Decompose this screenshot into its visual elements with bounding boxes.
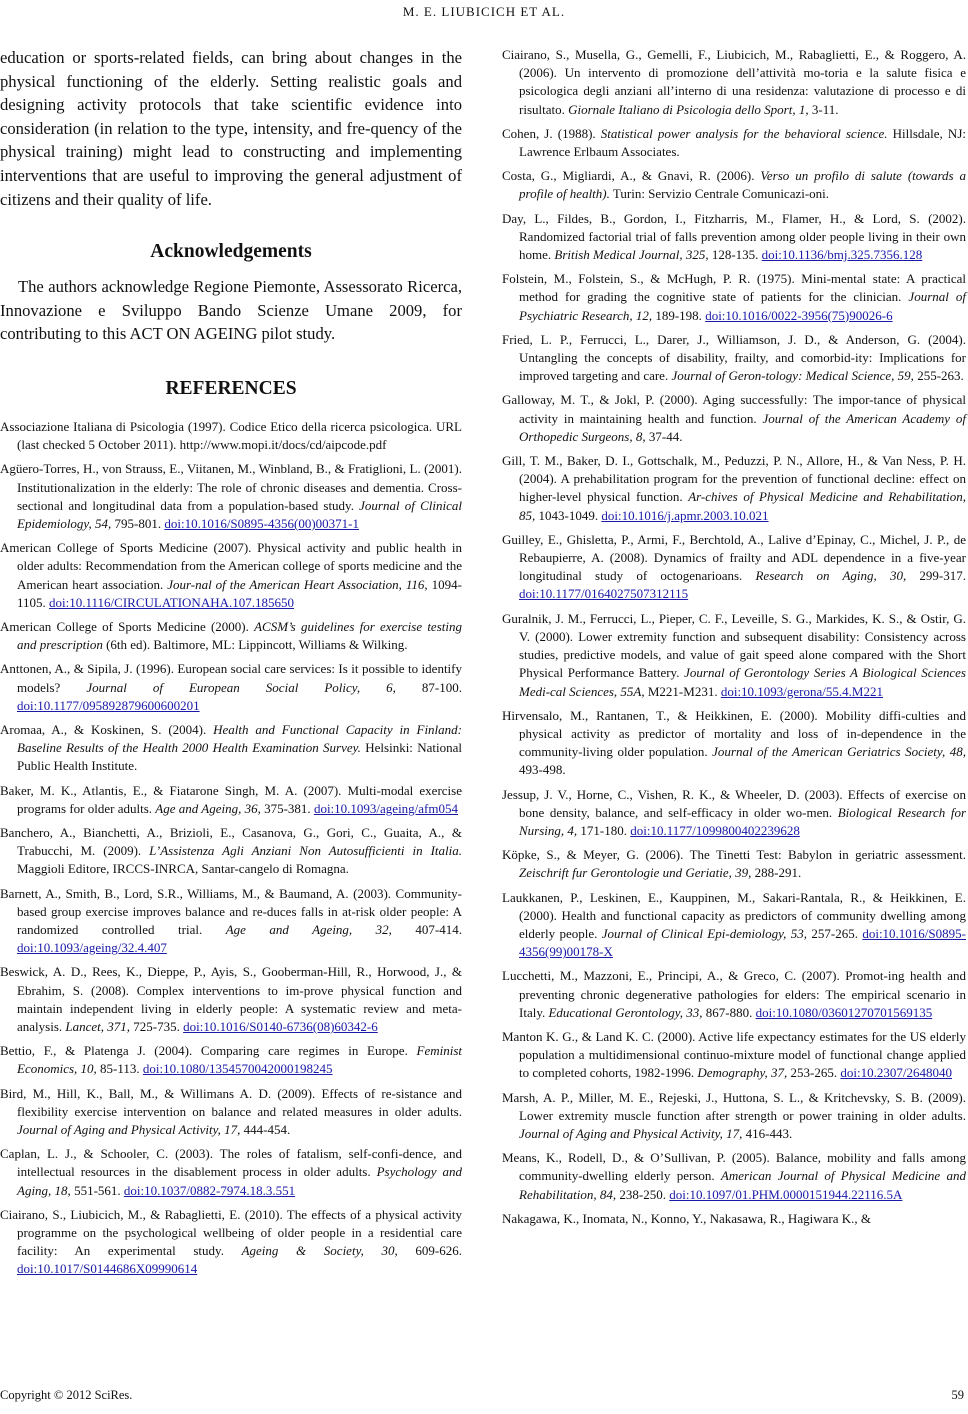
reference-text: 3-11.	[808, 101, 839, 117]
reference-text: Barnett, A., Smith, B., Lord, S.R., Williams, M., & Baumand, A. (2003). Community-based group exercise improves balance and re-duces falls in at-risk older people: A randomized controlled trial.	[0, 885, 462, 938]
reference-text: 375-381.	[260, 800, 314, 816]
reference-item	[0, 418, 462, 454]
reference-item	[502, 707, 966, 780]
reference-text: American College of Sports Medicine (2007). Physical activity and public health in older adults: Recommendation from the American college of sports medicine and the American heart association.	[0, 540, 462, 592]
reference-list-left	[0, 418, 462, 1279]
reference-text: Marsh, A. P., Miller, M. E., Rejeski, J., Huttona, S. L., & Kritchevsky, S. B. (2009). Lower extremity muscle function after strength or power training in older adults.	[502, 1089, 966, 1123]
journal-title: Jour-nal of the American Heart Association, 116,	[167, 576, 428, 592]
reference-text: 609-626.	[397, 1243, 462, 1259]
reference-text: Manton K. G., & Land K. C. (2000). Active life expectancy estimates for the US elderly population a multidimensional continuo-mixture model of functional change applied to completed cohorts, 1982-1996.	[502, 1028, 966, 1081]
reference-text: 257-265.	[807, 925, 863, 941]
journal-title: Health and Functional Capacity in Finland: Baseline Results of the Health 2000 Health Examination Survey.	[17, 721, 462, 756]
running-header: M. E. LIUBICICH ET AL.	[402, 4, 566, 19]
reference-text: Köpke, S., & Meyer, G. (2006). The Tinetti Test: Babylon in geriatric assessment.	[502, 847, 966, 863]
doi-link[interactable]: doi:10.1080/1354570042000198245	[142, 1061, 333, 1077]
reference-text: Ciairano, S., Liubicich, M., & Rabaglietti, E. (2010). The effects of a physical activity programme on the psychological wellbeing of older people in a residential care facility: An experimental study.	[0, 1206, 462, 1259]
journal-title: Journal of European Social Policy, 6,	[86, 679, 396, 695]
reference-item	[0, 1042, 462, 1078]
journal-title: Journal of Clinical Epi-demiology, 53,	[601, 925, 807, 941]
reference-text: Ciairano, S., Musella, G., Gemelli, F., Liubicich, M., Rabaglietti, E., & Roggero, A. (2006). Un intervento di promozione dell’attività mo-toria e la salute fisica e psicologica degli anziani all’interno di una residenza: valutazione di processo e di risultato.	[502, 47, 966, 117]
reference-text: Anttonen, A., & Sipila, J. (1996). European social care services: Is it possible to identify models?	[0, 661, 462, 695]
right-column	[502, 46, 966, 1234]
doi-link[interactable]: doi:10.1177/1099800402239628	[630, 822, 800, 838]
reference-text: Banchero, A., Bianchetti, A., Brizioli, E., Casanova, G., Gori, C., Guaita, A., & Trabucchi, M. (2009).	[0, 825, 462, 859]
journal-title: Journal of Aging and Physical Activity, 17,	[17, 1122, 241, 1138]
reference-text: Laukkanen, P., Leskinen, E., Kauppinen, M., Sakari-Rantala, R., & Heikkinen, E. (2000). Health and functional capacity as predictors of community dwelling among elderly people.	[502, 889, 966, 941]
reference-item	[502, 391, 966, 446]
journal-title: Journal of the American Academy of Orthopedic Surgeons, 8,	[519, 410, 966, 444]
reference-text: 407-414.	[391, 922, 462, 938]
reference-text: Bird, M., Hill, K., Ball, M., & Willimans A. D. (2009). Effects of re-sistance and flexibility exercise intervention on balance and related measures in older adults.	[0, 1085, 462, 1119]
reference-text: 867-880.	[702, 1004, 756, 1020]
doi-link[interactable]: doi:10.1016/0022-3956(75)90026-6	[705, 307, 893, 323]
reference-item	[0, 824, 462, 879]
reference-text: Day, L., Fildes, B., Gordon, I., Fitzharris, M., Flamer, H., & Lord, S. (2002). Randomized factorial trial of falls prevention among older people living in their own home.	[502, 210, 966, 263]
reference-text: 299-317.	[906, 568, 966, 584]
reference-text: 1094-1105.	[17, 576, 462, 610]
reference-text: Means, K., Rodell, D., & O’Sullivan, P. (2005). Balance, mobility and falls among community-dwelling elderly person.	[502, 1150, 966, 1184]
copyright-footer: Copyright © 2012 SciRes.	[0, 1388, 133, 1402]
acknowledgements-text: The authors acknowledge Regione Piemonte, Assessorato Ricerca, Innovazione e Sviluppo Bando Scienze Umane 2009, for contributing to this ACT ON AGEING pilot study.	[0, 277, 462, 344]
reference-text: 85-113.	[96, 1061, 143, 1077]
reference-text: Baker, M. K., Atlantis, E., & Fiatarone Singh, M. A. (2007). Multi-modal exercise programs for older adults.	[0, 782, 462, 816]
journal-title: Age and Ageing, 32,	[225, 922, 392, 938]
journal-title: Educational Gerontology, 33,	[548, 1004, 703, 1020]
reference-list-right	[502, 46, 966, 1228]
journal-title: Journal of Clinical Epidemiology, 54,	[17, 497, 462, 531]
journal-title: Giornale Italiano di Psicologia dello Sport, 1,	[568, 101, 809, 117]
reference-item	[0, 660, 462, 715]
reference-item	[502, 1028, 966, 1083]
doi-link[interactable]: doi:10.1093/gerona/55.4.M221	[720, 683, 883, 699]
reference-item	[502, 125, 966, 161]
reference-text: Hirvensalo, M., Rantanen, T., & Heikkinen, E. (2000). Mobility diffi-culties and physical activity as predictor of mortality and loss of in-dependence in the community-living older population.	[502, 707, 966, 760]
journal-title: Psychology and Aging, 18,	[17, 1164, 462, 1198]
reference-text: 551-561.	[70, 1182, 124, 1198]
reference-item	[502, 846, 966, 882]
reference-item	[502, 1089, 966, 1144]
doi-link[interactable]: doi:10.1093/ageing/afm054	[313, 800, 458, 816]
reference-item	[502, 452, 966, 525]
reference-text: Aromaa, A., & Koskinen, S. (2004).	[0, 721, 214, 737]
doi-link[interactable]: doi:10.1097/01.PHM.0000151944.22116.5A	[669, 1186, 903, 1202]
reference-text: Helsinki: National Public Health Institute.	[17, 740, 462, 774]
doi-link[interactable]: doi:10.1037/0882-7974.18.3.551	[123, 1182, 296, 1198]
reference-text: 37-44.	[645, 428, 683, 444]
doi-link[interactable]: doi:10.1080/03601270701569135	[755, 1004, 933, 1020]
left-column	[0, 46, 462, 1285]
doi-link[interactable]: doi:10.1016/S0140-6736(08)60342-6	[183, 1019, 378, 1035]
reference-text: 253-265.	[787, 1065, 841, 1081]
reference-text: M221-M231.	[644, 683, 721, 699]
reference-text: Lucchetti, M., Mazzoni, E., Principi, A., & Greco, C. (2007). Promot-ing health and preventing chronic degenerative pathologies for elders: The empirical scenario in Italy.	[502, 968, 966, 1020]
reference-text: Cohen, J. (1988).	[502, 125, 601, 141]
doi-link[interactable]: doi:10.1177/095892879600600201	[17, 697, 200, 713]
reference-text: 87-100.	[395, 679, 462, 695]
doi-link[interactable]: doi:10.1093/ageing/32.4.407	[17, 940, 167, 956]
reference-text: Guralnik, J. M., Ferrucci, L., Pieper, C. F., Leveille, S. G., Markides, K. S., & Ostir, G. V. (2000). Lower extremity function and subsequent disability: Consistency across studies, predictive models, and value of gait speed alone compared with the Short Physical Performance Battery.	[502, 610, 966, 681]
journal-title: Biological Research for Nursing, 4,	[519, 804, 967, 838]
reference-text: Gill, T. M., Baker, D. I., Gottschalk, M., Peduzzi, P. N., Allore, H., & Van Ness, P. H. (2004). A prehabilitation program for the prevention of functional decline: effect on higher-level physical function.	[502, 453, 966, 505]
page-number: 59	[951, 1388, 964, 1402]
journal-title: Demography, 37,	[697, 1065, 788, 1081]
journal-title: Verso un profilo di salute (towards a profile of health).	[519, 168, 966, 202]
reference-text: Agüero-Torres, H., von Strauss, E., Viitanen, M., Winbland, B., & Fratiglioni, L. (2001). Institutionalization in the elderly: The role of chronic diseases and dementia. Cross-sectional and longitudinal data from a population-based study.	[0, 461, 462, 513]
reference-text: Guilley, E., Ghisletta, P., Armi, F., Berchtold, A., Lalive d’Epinay, C., Michel, J. P., de Rebaupierre, A. (2008). Dynamics of frailty and ADL dependence in a five-year longitudinal study of octogenarioans.	[502, 531, 966, 584]
reference-item	[0, 1206, 462, 1279]
reference-text: Maggioli Editore, IRCCS-INRCA, Santar-cangelo di Romagna.	[17, 861, 349, 877]
reference-text: Hillsdale, NJ: Lawrence Erlbaum Associates.	[519, 125, 966, 160]
doi-link[interactable]: doi:10.1116/CIRCULATIONAHA.107.185650	[49, 594, 294, 610]
journal-title: British Medical Journal, 325,	[554, 247, 709, 263]
acknowledgements-heading: Acknowledgements	[150, 241, 312, 263]
reference-item	[502, 610, 966, 701]
reference-text: 288-291.	[751, 865, 802, 881]
reference-item	[0, 782, 462, 818]
reference-item	[502, 967, 966, 1022]
reference-text: Costa, G., Migliardi, A., & Gnavi, R. (2006).	[502, 168, 761, 184]
reference-item	[0, 721, 462, 776]
reference-item	[0, 460, 462, 533]
reference-text: 171-180.	[577, 822, 631, 838]
journal-title: Ageing & Society, 30,	[241, 1243, 398, 1259]
reference-item	[0, 1085, 462, 1140]
journal-title: Research on Aging, 30,	[755, 568, 907, 584]
reference-text: Galloway, M. T., & Jokl, P. (2000). Aging successfully: The impor-tance of physical activity in maintaining health and function.	[502, 392, 966, 426]
journal-title: L’Assistenza Agli Anziani Non Autosufficienti in Italia.	[149, 843, 463, 859]
reference-text: American College of Sports Medicine (2000).	[0, 618, 255, 634]
reference-item	[502, 1149, 966, 1204]
reference-text: 128-135.	[708, 247, 762, 263]
reference-item	[502, 270, 966, 325]
journal-title: Zeischrift fur Gerontologie und Geriatie, 39,	[519, 865, 752, 881]
reference-item	[0, 963, 462, 1036]
doi-link[interactable]: doi:10.2307/2648040	[840, 1065, 952, 1081]
reference-text: Fried, L. P., Ferrucci, L., Darer, J., Williamson, J. D., & Anderson, G. (2004). Untangling the concepts of disability, frailty, and comorbid-ity: Implications for improved targeting and care.	[502, 331, 966, 384]
reference-text: 238-250.	[616, 1186, 670, 1202]
reference-text: 255-263.	[913, 368, 964, 384]
journal-title: American Journal of Physical Medicine and Rehabilitation, 84,	[519, 1168, 966, 1202]
journal-title: ACSM’s guidelines for exercise testing and prescription	[17, 618, 462, 653]
reference-text: 493-498.	[519, 762, 566, 778]
reference-text: Caplan, L. J., & Schooler, C. (2003). The roles of fatalism, self-confi-dence, and intellectual resources in the disablement process in older adults.	[0, 1146, 462, 1180]
doi-link[interactable]: doi:10.1016/j.apmr.2003.10.021	[601, 507, 769, 523]
doi-link[interactable]: doi:10.1136/bmj.325.7356.128	[761, 247, 923, 263]
reference-item	[502, 46, 966, 119]
journal-title: Journal of Aging and Physical Activity, 17,	[519, 1125, 743, 1141]
reference-item	[502, 1210, 966, 1228]
reference-text: 725-735.	[130, 1019, 184, 1035]
journal-title: Lancet, 371,	[65, 1019, 131, 1035]
reference-text: 416-443.	[742, 1125, 793, 1141]
journal-title: Age and Ageing, 36,	[155, 800, 261, 816]
reference-item	[502, 786, 966, 841]
intro-paragraph: education or sports-related fields, can bring about changes in the physical functioning of the elderly. Setting realistic goals and designing activity protocols that take scientific evidence into consideration (in relation to the type, intensity, and fre-quency of the physical training) might lead to constructing and implementing interventions that are useful to improving the general adjustment of citizens and their quality of life.	[0, 48, 462, 209]
reference-text: Beswick, A. D., Rees, K., Dieppe, P., Ayis, S., Gooberman-Hill, R., Horwood, J., & Ebrahim, S. (2008). Complex interventions to im-prove physical function and maintain independent living in elderly people: A systematic review and meta-analysis.	[0, 964, 462, 1035]
reference-item	[0, 618, 462, 654]
reference-text: 444-454.	[240, 1122, 291, 1138]
reference-text: 1043-1049.	[535, 507, 602, 523]
reference-item	[0, 539, 462, 612]
doi-link[interactable]: doi:10.1017/S0144686X09990614	[17, 1261, 198, 1277]
reference-text: Jessup, J. V., Horne, C., Vishen, R. K., & Wheeler, D. (2003). Effects of exercise on bone density, balance, and self-efficacy in older wo-men.	[502, 786, 966, 820]
journal-title: Journal of Psychiatric Research, 12,	[519, 289, 966, 323]
references-heading: REFERENCES	[165, 377, 297, 399]
reference-text: Associazione Italiana di Psicologia (1997). Codice Etico della ricerca psicologica. URL (last checked 5 October 2011). http://www.mopi.it/docs/cd/aipcode.pdf	[0, 418, 462, 453]
reference-item	[502, 889, 966, 962]
journal-title: Journal of Gerontology Series A Biological Sciences Medi-cal Sciences, 55A,	[519, 665, 966, 699]
reference-item	[502, 331, 966, 386]
reference-item	[502, 531, 966, 604]
reference-text: Bettio, F., & Platenga J. (2004). Comparing care regimes in Europe.	[0, 1043, 417, 1059]
reference-item	[502, 167, 966, 203]
reference-text: (6th ed). Baltimore, ML: Lippincott, Williams & Wilking.	[102, 637, 408, 653]
reference-text: 189-198.	[652, 307, 706, 323]
doi-link[interactable]: doi:10.1177/0164027507312115	[519, 586, 689, 602]
journal-title: Statistical power analysis for the behavioral science.	[600, 125, 888, 141]
journal-title: Journal of the American Geriatrics Society, 48,	[712, 744, 967, 760]
reference-text: Nakagawa, K., Inomata, N., Konno, Y., Nakasawa, R., Hagiwara K., &	[502, 1210, 871, 1226]
reference-text: Folstein, M., Folstein, S., & McHugh, P. R. (1975). Mini-mental state: A practical method for grading the cognitive state of patients for the clinician.	[502, 271, 966, 305]
journal-title: Journal of Geron-tology: Medical Science, 59,	[671, 368, 914, 384]
doi-link[interactable]: doi:10.1016/S0895-4356(00)00371-1	[164, 515, 359, 531]
journal-title: Ar-chives of Physical Medicine and Rehabilitation, 85,	[519, 489, 966, 523]
journal-title: Feminist Economics, 10,	[17, 1043, 462, 1077]
reference-item	[0, 885, 462, 958]
reference-text: Turin: Servizio Centrale Comunicazi-oni.	[609, 186, 830, 202]
reference-item	[0, 1145, 462, 1200]
reference-text: 795-801.	[111, 515, 165, 531]
doi-link[interactable]: doi:10.1016/S0895-4356(99)00178-X	[519, 925, 966, 960]
reference-item	[502, 210, 966, 265]
